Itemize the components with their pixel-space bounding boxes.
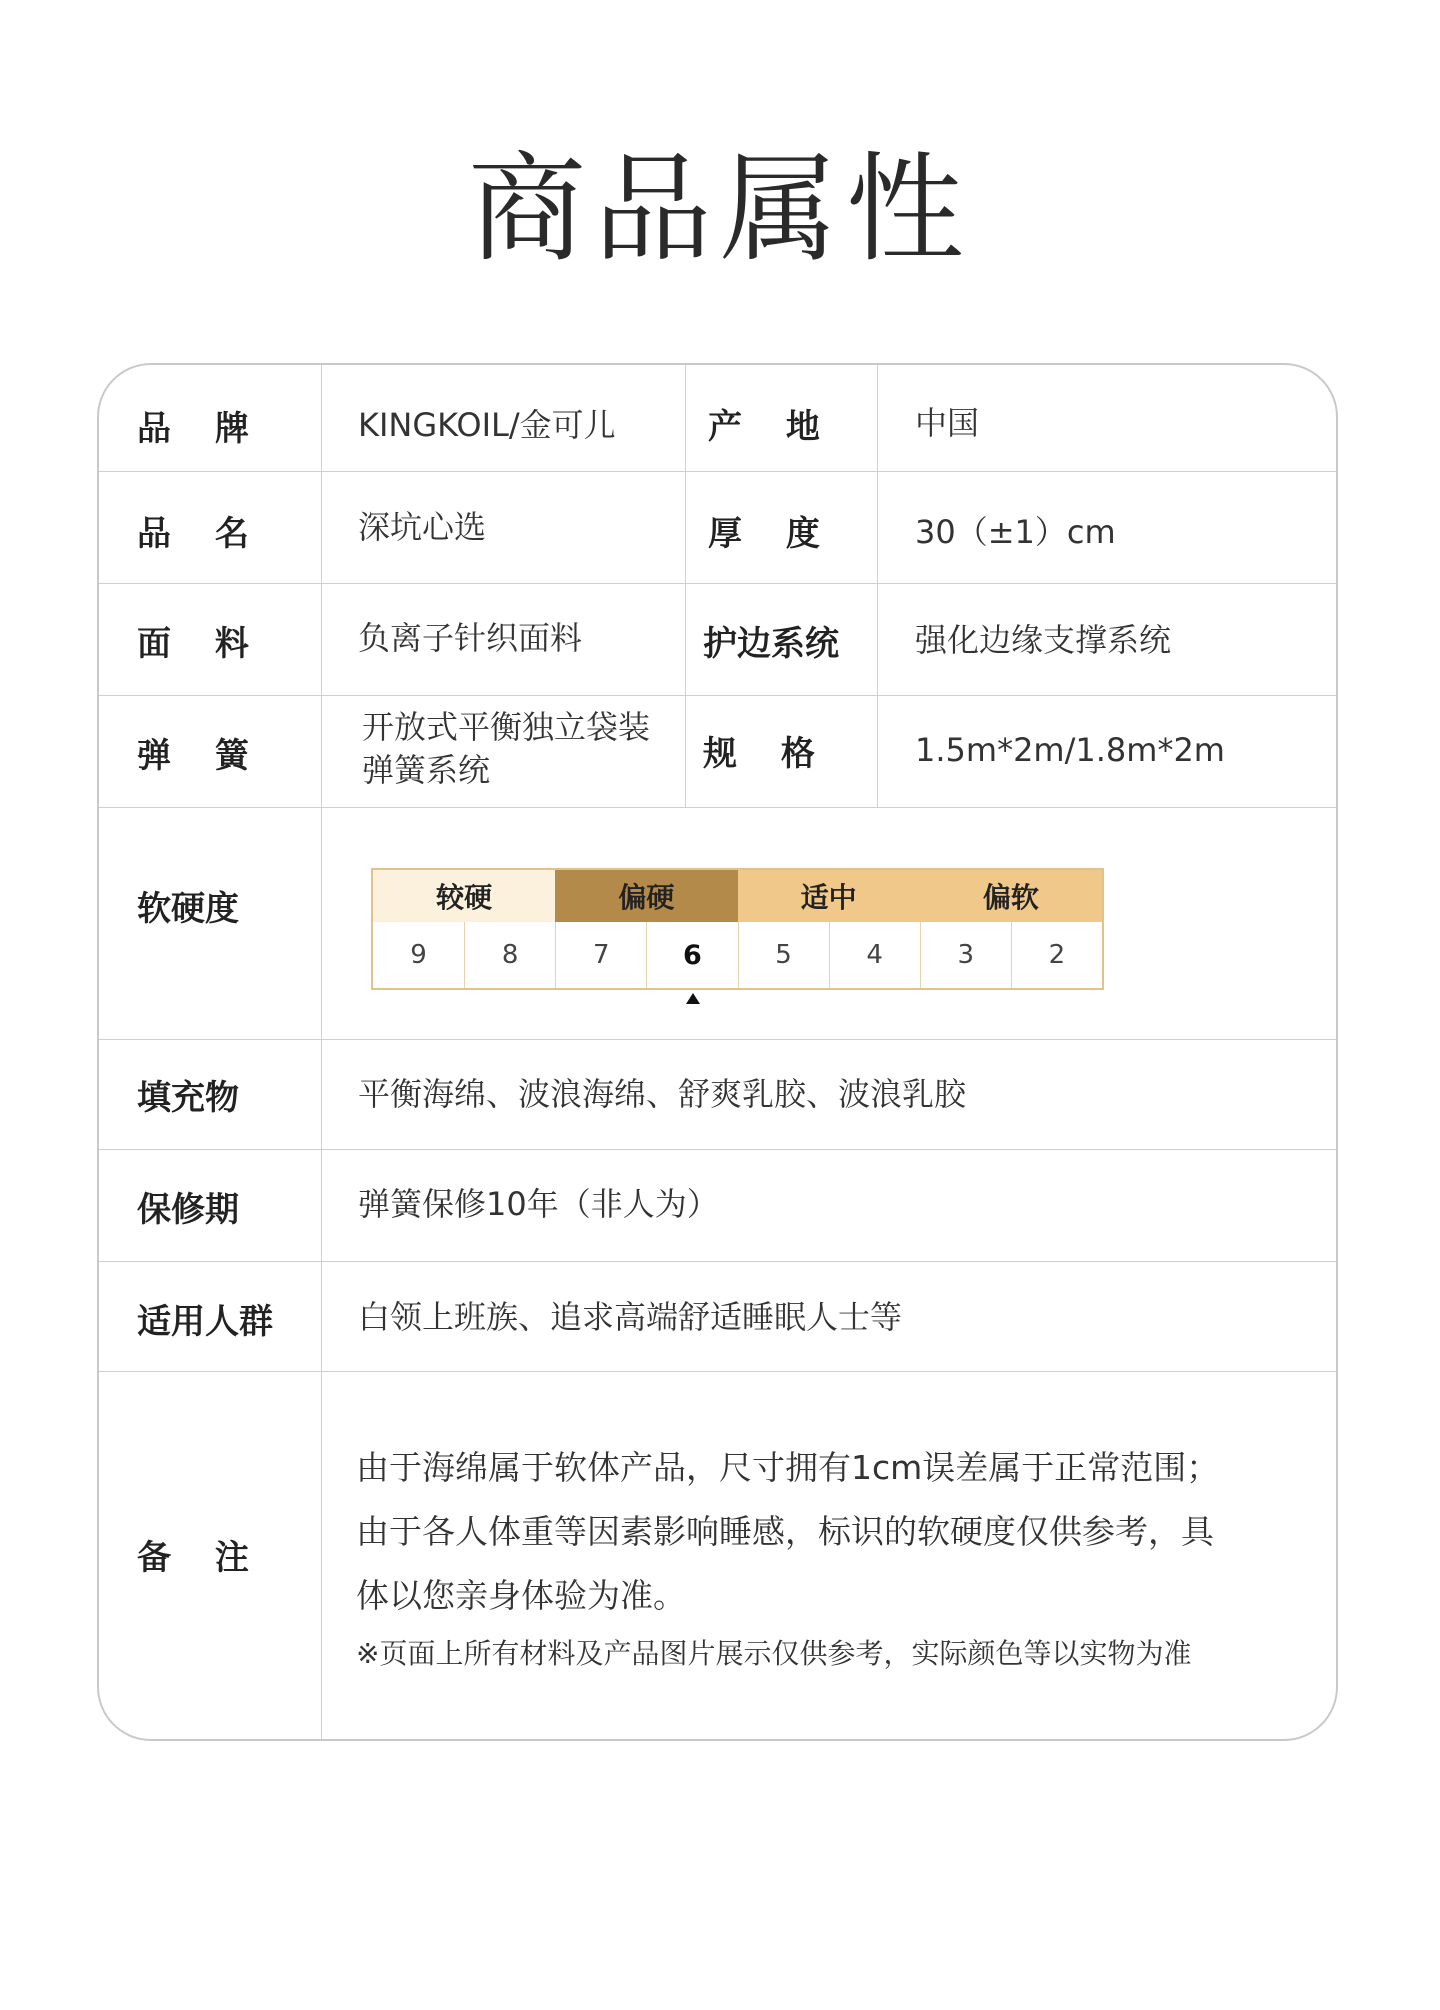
product-name-value: 深坑心选 xyxy=(358,508,487,546)
spring-value-line2: 弹簧系统 xyxy=(362,751,491,789)
size-label: 规 格 xyxy=(703,733,831,774)
fabric-label: 面 料 xyxy=(137,623,265,664)
firmness-number: 9 xyxy=(410,940,427,970)
brand-value: KINGKOIL/金可儿 xyxy=(358,406,616,444)
size-value: 1.5m*2m/1.8m*2m xyxy=(915,731,1225,769)
edge-system-value: 强化边缘支撑系统 xyxy=(915,621,1172,659)
audience-label: 适用人群 xyxy=(137,1301,273,1342)
firmness-label: 软硬度 xyxy=(137,888,239,929)
thickness-label: 厚 度 xyxy=(708,513,836,554)
fabric-value: 负离子针织面料 xyxy=(358,619,583,657)
firmness-scale xyxy=(371,868,1104,990)
edge-system-label: 护边系统 xyxy=(703,623,839,664)
firmness-category: 适中 xyxy=(738,870,920,922)
firmness-number: 6 xyxy=(646,922,737,988)
notes-disclaimer: ※页面上所有材料及产品图片展示仅供参考，实际颜色等以实物为准 xyxy=(356,1637,1192,1670)
firmness-number: 5 xyxy=(738,922,829,988)
firmness-marker-icon xyxy=(686,993,700,1004)
warranty-label: 保修期 xyxy=(137,1189,239,1230)
thickness-value: 30（±1）cm xyxy=(915,513,1116,551)
brand-label: 品 牌 xyxy=(137,408,265,449)
notes-line-3: 体以您亲身体验为准。 xyxy=(356,1576,686,1615)
notes-line-1: 由于海绵属于软体产品，尺寸拥有1cm误差属于正常范围； xyxy=(356,1448,1220,1487)
firmness-number: 3 xyxy=(920,922,1011,988)
firmness-number: 7 xyxy=(555,922,646,988)
firmness-number: 2 xyxy=(1011,922,1102,988)
firmness-category: 较硬 xyxy=(373,870,555,922)
audience-value: 白领上班族、追求高端舒适睡眠人士等 xyxy=(358,1298,903,1336)
warranty-value: 弹簧保修10年（非人为） xyxy=(358,1185,719,1223)
notes-line-2: 由于各人体重等因素影响睡感，标识的软硬度仅供参考，具 xyxy=(356,1512,1214,1551)
origin-value: 中国 xyxy=(915,404,980,442)
spring-label: 弹 簧 xyxy=(137,735,265,776)
firmness-category: 偏硬 xyxy=(555,870,737,922)
notes-label: 备 注 xyxy=(137,1537,265,1578)
spring-value-line1: 开放式平衡独立袋装 xyxy=(362,708,651,746)
firmness-number: 8 xyxy=(464,922,555,988)
filling-value: 平衡海绵、波浪海绵、舒爽乳胶、波浪乳胶 xyxy=(358,1075,967,1113)
filling-label: 填充物 xyxy=(137,1077,239,1118)
firmness-number: 4 xyxy=(829,922,920,988)
product-name-label: 品 名 xyxy=(137,513,265,554)
firmness-category: 偏软 xyxy=(920,870,1102,922)
page-title: 商品属性 xyxy=(467,140,972,278)
origin-label: 产 地 xyxy=(708,406,836,447)
